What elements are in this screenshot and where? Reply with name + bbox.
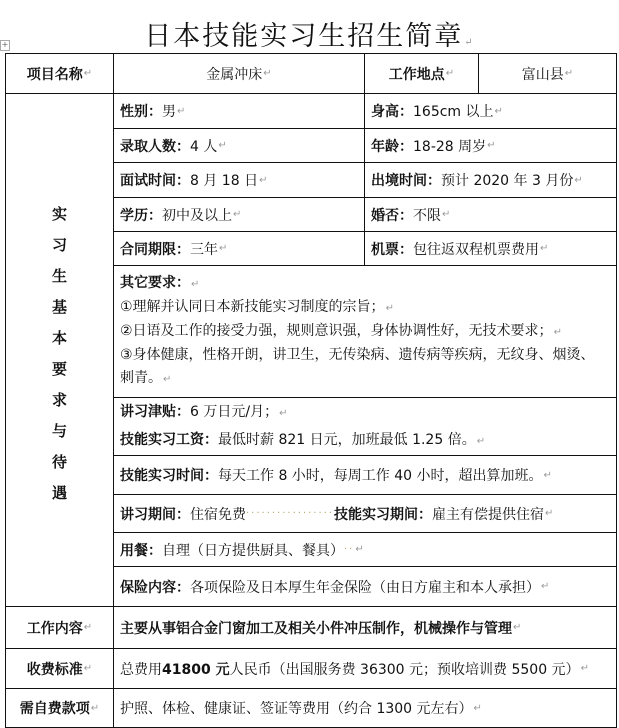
paragraph-mark-icon: ↵ <box>545 508 554 519</box>
fees-total: 41800 元 <box>162 661 230 678</box>
insurance-cell: 保险内容： 各项保险及日本厚生年金保险（由日方雇主和本人承担） ↵ <box>113 566 617 607</box>
paragraph-mark-icon: ↵ <box>574 174 583 186</box>
paragraph-mark-icon: ↵ <box>473 702 482 714</box>
education-cell: 学历： 初中及以上 ↵ <box>113 197 365 232</box>
section-char: 实 <box>51 205 67 223</box>
paragraph-mark-icon: ↵ <box>218 140 227 151</box>
section-char: 习 <box>51 236 67 254</box>
paragraph-mark-icon: ↵ <box>543 469 552 481</box>
interview-time-cell: 面试时间： 8 月 18 日 ↵ <box>113 162 365 198</box>
section-char: 要 <box>51 360 67 378</box>
paragraph-mark-icon: ↵ <box>553 327 562 338</box>
section-char: 基 <box>51 298 67 316</box>
paragraph-mark-icon: ↵ <box>263 68 272 79</box>
project-name-value: 金属冲床 ↵ <box>113 53 365 94</box>
paragraph-mark-icon: ↵ <box>90 702 100 714</box>
work-content-value: 主要从事铝合金门窗加工及相关小件冲压制作，机械操作与管理 ↵ <box>113 606 617 649</box>
other-requirement-item: ③身体健康，性格开朗，讲卫生，无传染病、遗传病等疾病，无纹身、烟烫、 <box>120 347 595 363</box>
self-paid-label: 需自费款项 ↵ <box>5 688 114 728</box>
intern-wage: 技能实习工资：最低时薪 821 日元，加班最低 1.25 倍。↵ <box>120 431 486 448</box>
headcount-cell: 录取人数： 4 人 ↵ <box>113 128 365 163</box>
intern-hours-cell: 技能实习时间： 每天工作 8 小时，每周工作 40 小时，超出算加班。 ↵ <box>113 455 617 495</box>
requirements-section-label <box>5 93 114 606</box>
paragraph-mark-icon: ↵ <box>580 663 589 674</box>
paragraph-mark-icon: ↵ <box>564 68 574 79</box>
paragraph-mark-icon: ↵ <box>177 105 186 117</box>
age-cell: 年龄： 18-28 周岁 ↵ <box>364 128 617 163</box>
gender-cell: 性别： 男 ↵ <box>113 93 365 129</box>
paragraph-mark-icon: ↵ <box>279 407 288 419</box>
meals-cell: 用餐： 自理（日方提供厨具、餐具） ·· ↵ <box>113 532 617 567</box>
paragraph-mark-icon: ↵ <box>83 68 93 79</box>
paragraph-mark-icon: ↵ <box>476 435 486 447</box>
paragraph-mark-icon: ↵ <box>83 663 93 674</box>
other-requirements-label: 其它要求： <box>120 275 190 291</box>
paragraph-mark-icon: ↵ <box>540 243 549 254</box>
paragraph-mark-icon: ↵ <box>163 374 172 385</box>
contract-term-cell: 合同期限： 三年 ↵ <box>113 231 365 266</box>
paragraph-mark-icon: ↵ <box>191 279 200 290</box>
dotted-leader: ·· <box>344 544 355 555</box>
paragraph-mark-icon: ↵ <box>259 174 268 186</box>
paragraph-mark-icon: ↵ <box>513 622 522 633</box>
section-char: 遇 <box>51 484 67 502</box>
paragraph-mark-icon: ↵ <box>494 105 503 117</box>
fees-value: 总费用 41800 元 人民币（出国服务费 36300 元；预收培训费 5500 元） ↵ <box>113 648 617 689</box>
work-content-label: 工作内容 ↵ <box>5 606 114 649</box>
section-char: 与 <box>51 422 67 440</box>
self-paid-value: 护照、体检、健康证、签证等费用（约合 1300 元左右） ↵ <box>113 688 617 728</box>
section-char: 生 <box>51 267 67 285</box>
paragraph-mark-icon: ↵ <box>355 544 364 555</box>
other-requirement-item: ②日语及工作的接受力强，规则意识强，身体协调性好，无技术要求；↵ <box>120 323 562 339</box>
section-char: 求 <box>51 391 67 409</box>
height-cell: 身高： 165cm 以上 ↵ <box>364 93 617 129</box>
paragraph-mark-icon: ↵ <box>83 622 93 633</box>
table-move-handle-icon[interactable]: + <box>1 40 9 49</box>
training-allowance: 讲习津贴：6 万日元/月；↵ <box>120 403 288 420</box>
marital-cell: 婚否： 不限 ↵ <box>364 197 617 232</box>
other-requirement-item: 刺青。↵ <box>120 370 172 386</box>
work-location-value: 富山县 ↵ <box>478 53 617 94</box>
paragraph-mark-icon: ↵ <box>385 303 394 314</box>
document-title <box>0 14 619 53</box>
paragraph-mark-icon: ↵ <box>219 243 228 254</box>
airfare-cell: 机票： 包往返双程机票费用 ↵ <box>364 231 617 266</box>
allowance-wage-cell <box>113 397 617 456</box>
other-requirement-item: ①理解并认同日本新技能实习制度的宗旨；↵ <box>120 299 394 315</box>
paragraph-mark-icon: ↵ <box>445 68 455 79</box>
paragraph-mark-icon: ↵ <box>541 581 550 592</box>
other-requirements-cell <box>113 265 617 398</box>
section-char: 待 <box>51 453 67 471</box>
lodging-cell: 讲习期间： 住宿免费 ················· 技能实习期间： 雇主有偿提供住宿 ↵ <box>113 494 617 533</box>
section-char: 本 <box>51 329 67 347</box>
work-location-label: 工作地点 ↵ <box>364 53 479 94</box>
document-title-text: 日本技能实习生招生简章 <box>144 21 464 52</box>
fees-label: 收费标准 ↵ <box>5 648 114 689</box>
project-name-label: 项目名称 ↵ <box>5 53 114 94</box>
paragraph-mark-icon: ↵ <box>487 140 496 151</box>
paragraph-mark-icon: ↵ <box>233 209 242 220</box>
paragraph-mark-icon: ↵ <box>442 209 451 220</box>
departure-time-cell: 出境时间： 预计 2020 年 3 月份 ↵ <box>364 162 617 198</box>
paragraph-mark-icon: ↵ <box>464 37 475 48</box>
dotted-leader: ················· <box>246 508 335 519</box>
